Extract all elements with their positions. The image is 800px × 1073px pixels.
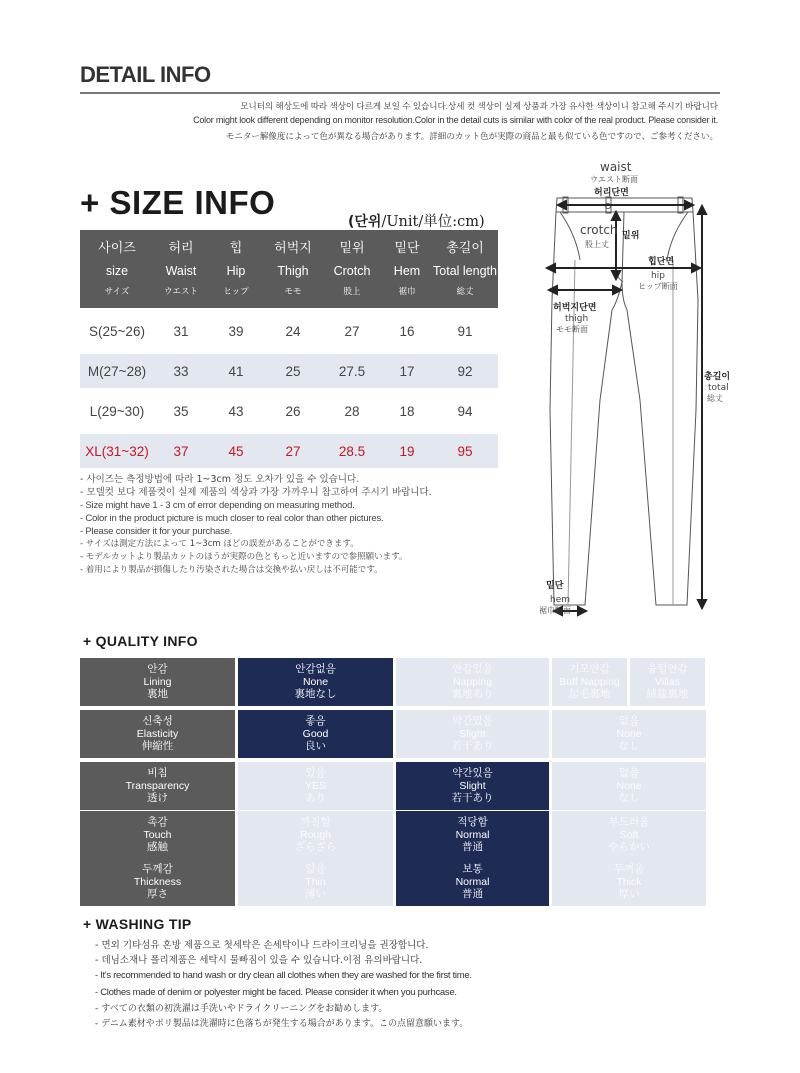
waist-label-jp: ウエスト断面	[590, 175, 638, 184]
size-column-label-en: Thigh	[277, 264, 309, 278]
hem-label-kr: 밑단	[546, 581, 564, 591]
size-cell: 18	[399, 403, 415, 419]
total-length-label-en: total	[708, 383, 729, 393]
size-cell: 41	[208, 354, 264, 388]
crotch-label-en: crotch	[580, 223, 618, 237]
quality-option	[552, 710, 706, 758]
quality-option	[630, 658, 705, 706]
quality-option-jp: 起毛裏地	[568, 688, 611, 701]
size-cell: 31	[173, 323, 189, 339]
quality-option-jp: 裏地あり	[451, 688, 494, 701]
quality-option-kr: 기모안감	[569, 663, 610, 676]
quality-option-selected	[238, 658, 393, 706]
quality-option-en: Rough	[300, 828, 331, 841]
quality-label-en: Elasticity	[136, 727, 179, 740]
quality-row-label	[80, 762, 235, 810]
quality-option-jp: 若干あり	[451, 740, 494, 753]
quality-option-en: None	[616, 727, 642, 740]
hem-label-jp: 裾巾断面	[539, 606, 571, 615]
quality-option-en: Thin	[305, 875, 326, 888]
size-column-label-jp: ウエスト	[163, 287, 198, 297]
crotch-label-kr: 밑위	[622, 231, 640, 241]
size-info-heading: + SIZE INFO	[80, 184, 276, 221]
thigh-label-kr: 허벅지단면	[553, 303, 597, 313]
quality-row	[80, 811, 706, 859]
quality-option	[238, 858, 393, 906]
quality-option-jp: 若干あり	[451, 792, 494, 805]
washing-note: - デニム素材やポリ製品は洗濯時に色落ちが発生する場合があります。この点留意願います。	[95, 1019, 469, 1029]
quality-option-jp: 良い	[305, 740, 326, 753]
quality-option-jp: 普通	[462, 841, 483, 854]
size-column-header	[154, 230, 208, 308]
quality-option-kr: 좋음	[305, 715, 326, 728]
size-column-header	[322, 230, 382, 308]
size-column-label-en: Hem	[393, 264, 421, 278]
size-table	[80, 230, 498, 468]
size-row-label: L(29~30)	[89, 403, 145, 419]
size-cell: 35	[173, 403, 189, 419]
color-notice-korean: 모니터의 해상도에 따라 색상이 다르게 보일 수 있습니다.상세 컷 색상이 실제 상품과 가장 유사한 색상이니 참고해 주시기 바랍니다	[240, 101, 718, 111]
quality-row-label	[80, 858, 235, 906]
quality-label-en: Lining	[143, 675, 172, 688]
quality-info-heading: + QUALITY INFO	[83, 633, 198, 649]
size-column-label-kr: 사이즈	[98, 241, 136, 256]
size-note: - モデルカットより製品カットのほうが実際の色ともっと近いますので参照願います。	[80, 552, 408, 562]
quality-label-kr: 안감	[147, 663, 168, 676]
washing-note: - 데님소재나 폴리제품은 세탁시 물빠짐이 있을 수 있습니다.이점 유의바랍니다.	[95, 955, 423, 966]
size-note: - 사이즈는 측정방법에 따라 1~3cm 정도 오차가 있을 수 있습니다.	[80, 474, 360, 485]
quality-option	[238, 762, 393, 810]
quality-option-en: Slight	[459, 779, 486, 792]
thigh-label-en: thigh	[565, 314, 589, 324]
quality-label-jp: 裏地	[147, 688, 168, 701]
quality-option-jp: 裏地なし	[294, 688, 337, 701]
size-row	[80, 434, 498, 468]
size-column-label-en: size	[105, 264, 129, 278]
size-cell: 37	[154, 434, 208, 468]
pants-outline	[530, 150, 780, 620]
quality-option-en: Good	[302, 727, 329, 740]
hem-label-en: hem	[550, 595, 571, 605]
size-cell: 95	[432, 434, 498, 468]
quality-option-kr: 안감있음	[452, 663, 493, 676]
washing-note: - すべての衣類の初洗濯は手洗いやドライクリーニングをお勧めします。	[95, 1004, 388, 1014]
size-cell: 91	[457, 323, 473, 339]
size-column-header	[264, 230, 322, 308]
quality-label-en: Transparency	[125, 779, 190, 792]
quality-option-kr: 있음	[305, 767, 326, 780]
size-column-header	[382, 230, 432, 308]
size-note: - Color in the product picture is much closer to real color than other pictures.	[80, 513, 384, 524]
quality-option-jp: 薄い	[305, 888, 326, 901]
color-notice-japanese: モニター解像度によって色が異なる場合があります。詳細のカット色が実際の商品と最も似ている色ですので、ご参考ください。	[225, 131, 718, 141]
washing-note: - Clothes made of denim or polyester might be faced. Please consider it when you purhcase.	[95, 987, 457, 998]
quality-option-jp: ざらざら	[294, 841, 337, 854]
quality-option-en: Thick	[616, 875, 642, 888]
size-cell: 27	[264, 434, 322, 468]
size-row-label: XL(31~32)	[80, 434, 154, 468]
size-note: - 모델컷 보다 제품컷이 실제 제품의 색상과 가장 가까우니 참고하여 주시기 바랍니다.	[80, 487, 432, 498]
size-row	[80, 314, 498, 348]
quality-option-kr: 융털안감	[647, 663, 688, 676]
size-row-label: S(25~26)	[89, 323, 145, 339]
quality-label-kr: 두께감	[142, 863, 173, 876]
quality-option-jp: 厚い	[618, 888, 640, 901]
quality-option	[552, 858, 706, 906]
quality-option-kr: 약간있음	[452, 767, 493, 780]
size-row-label: M(27~28)	[80, 354, 154, 388]
size-column-label-jp: サイズ	[104, 287, 130, 297]
unit-label-korean: (단위	[348, 214, 382, 230]
quality-option-selected	[396, 811, 549, 859]
quality-option-kr: 보통	[462, 863, 483, 876]
size-column-label-jp: 股上	[343, 287, 361, 297]
size-column-label-kr: 밑단	[394, 241, 420, 256]
quality-option	[552, 658, 627, 706]
crotch-label-jp: 股上丈	[585, 240, 609, 249]
quality-option-kr: 약간있음	[452, 715, 493, 728]
quality-row	[80, 762, 706, 810]
quality-option	[238, 811, 393, 859]
size-cell: 94	[457, 403, 473, 419]
quality-option-en: None	[302, 675, 329, 688]
size-table-header	[80, 230, 498, 308]
size-column-label-jp: 裾巾	[398, 287, 416, 297]
size-cell: 43	[228, 403, 244, 419]
size-cell: 27	[344, 323, 360, 339]
size-cell: 27.5	[322, 354, 382, 388]
quality-option-en: Normal	[455, 828, 490, 841]
quality-label-kr: 비침	[147, 767, 168, 780]
pants-measurement-diagram	[530, 150, 780, 620]
quality-option-kr: 까칠함	[300, 816, 331, 829]
size-cell: 92	[432, 354, 498, 388]
quality-row-label	[80, 811, 235, 859]
size-column-label-kr: 힙	[229, 241, 243, 256]
size-note: - Please consider it for your purchase.	[80, 526, 233, 537]
quality-option-kr: 없음	[618, 715, 640, 728]
quality-label-kr: 촉감	[147, 816, 168, 829]
size-column-header	[80, 230, 154, 308]
hip-label-en: hip	[651, 271, 665, 281]
quality-option-en: YES	[304, 779, 326, 792]
quality-option-kr: 안감없음	[295, 663, 336, 676]
quality-option	[396, 658, 549, 706]
quality-label-kr: 신축성	[142, 715, 173, 728]
size-column-label-en: Crotch	[333, 264, 371, 278]
quality-option-kr: 적당함	[457, 816, 488, 829]
size-column-label-en: Hip	[226, 264, 246, 278]
waist-label-kr: 허리단면	[594, 188, 629, 198]
quality-label-en: Thickness	[133, 875, 182, 888]
quality-label-en: Touch	[143, 828, 172, 841]
quality-option-kr: 없음	[618, 767, 640, 780]
size-column-label-kr: 허리	[168, 241, 194, 256]
quality-option-jp: あり	[305, 792, 326, 805]
quality-option-en: Slight	[459, 727, 486, 740]
size-column-label-en: Waist	[165, 264, 197, 278]
hip-label-kr: 힙단면	[648, 257, 675, 267]
quality-option-en: None	[616, 779, 642, 792]
washing-note: - 면외 기타섬유 혼방 제품으로 첫세탁은 손세탁이나 드라이크리닝을 권장합니다.	[95, 940, 429, 951]
size-row	[80, 354, 498, 388]
title-divider	[80, 92, 720, 94]
size-note: - 着用により製品が損傷したり汚染された場合は交換や払い戻しは不可能です。	[80, 565, 383, 575]
quality-option-en: Normal	[455, 875, 490, 888]
washing-tip-heading: + WASHING TIP	[83, 916, 192, 932]
size-cell: 17	[382, 354, 432, 388]
size-cell: 25	[264, 354, 322, 388]
color-notice-english: Color might look different depending on monitor resolution.Color in the detail cuts is similar with color of the real product. Please consider it.	[193, 115, 718, 125]
size-cell: 26	[285, 403, 301, 419]
washing-notes	[95, 938, 472, 1032]
detail-info-title: DETAIL INFO	[80, 62, 211, 87]
size-column-label-jp: 総丈	[456, 287, 474, 297]
quality-option-selected	[238, 710, 393, 758]
hip-label-jp: ヒップ断面	[638, 282, 678, 291]
size-cell: 28	[344, 403, 360, 419]
quality-label-jp: 透け	[147, 792, 168, 805]
size-column-label-kr: 밑위	[339, 241, 365, 256]
total-length-label-kr: 총길이	[704, 372, 731, 382]
size-column-header	[432, 230, 498, 308]
size-cell: 33	[154, 354, 208, 388]
quality-label-jp: 伸縮性	[141, 740, 174, 753]
quality-row	[80, 858, 706, 906]
quality-option-en: Soft	[619, 828, 639, 841]
quality-option-en: Villas	[655, 675, 680, 688]
quality-option-en: Buff Napping	[559, 675, 620, 688]
size-cell: 45	[208, 434, 264, 468]
quality-option-kr: 두꺼움	[613, 863, 645, 876]
quality-option-jp: 絨毯裏地	[646, 688, 689, 701]
size-column-label-jp: モモ	[284, 287, 302, 297]
size-row	[80, 394, 498, 428]
size-cell: 16	[399, 323, 415, 339]
quality-option-jp: 普通	[462, 888, 483, 901]
size-column-header	[208, 230, 264, 308]
size-column-label-kr: 허벅지	[274, 241, 312, 256]
size-note: - サイズは測定方法によって 1~3cm ほどの誤差があることができます。	[80, 539, 359, 549]
quality-option-jp: なし	[618, 792, 640, 805]
waist-label-en: waist	[600, 160, 632, 174]
quality-option	[396, 710, 549, 758]
thigh-label-jp: モモ断面	[556, 325, 588, 334]
quality-option-en: Napping	[452, 675, 493, 688]
quality-option-selected	[396, 762, 549, 810]
size-column-label-kr: 총길이	[446, 241, 484, 256]
washing-note: - It's recommended to hand wash or dry clean all clothes when they are washed for the first time.	[95, 970, 472, 981]
quality-option	[552, 762, 706, 810]
quality-label-jp: 厚さ	[147, 888, 168, 901]
size-cell: 19	[382, 434, 432, 468]
quality-option-kr: 부드러움	[608, 816, 650, 829]
quality-option	[552, 811, 706, 859]
quality-row-label	[80, 658, 235, 706]
quality-row-label	[80, 710, 235, 758]
quality-option-selected	[396, 858, 549, 906]
quality-option-kr: 얇음	[305, 863, 326, 876]
size-cell: 28.5	[322, 434, 382, 468]
quality-label-jp: 感触	[147, 841, 168, 854]
quality-row	[80, 710, 706, 758]
size-notes	[80, 473, 432, 577]
size-column-label-en: Total length	[433, 264, 497, 278]
quality-option-jp: なし	[618, 740, 640, 753]
size-cell: 24	[285, 323, 301, 339]
size-column-label-jp: ヒップ	[223, 287, 249, 297]
size-table-body	[80, 308, 498, 468]
quality-row	[80, 658, 706, 706]
unit-label-rest: /Unit/単位:cm)	[381, 214, 485, 230]
quality-option-jp: やらかい	[608, 841, 650, 854]
total-length-label-jp: 総丈	[707, 394, 723, 403]
size-cell: 39	[228, 323, 244, 339]
unit-label	[348, 210, 485, 231]
size-note: - Size might have 1 - 3 cm of error depending on measuring method.	[80, 500, 355, 511]
